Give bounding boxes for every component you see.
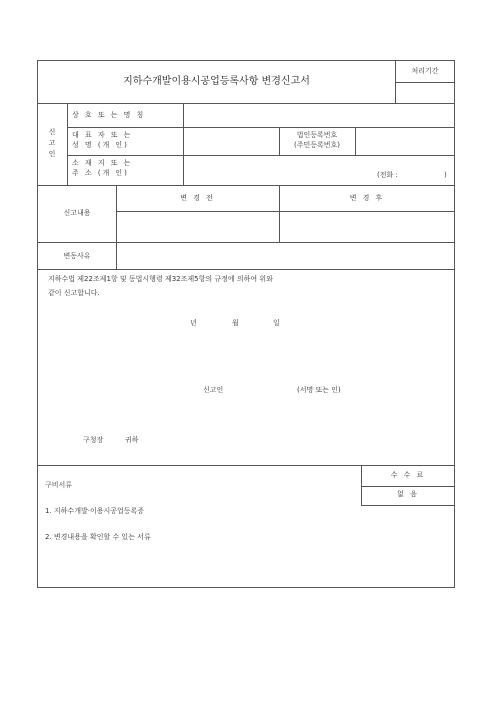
- label-col-line: [183, 103, 184, 185]
- location-label-2: 주 소 (개 인): [72, 169, 129, 177]
- applicant-col-line: [67, 103, 68, 185]
- report-form: [37, 60, 455, 588]
- date-day: 일: [273, 319, 280, 327]
- statement-line-1: 지하수법 제22조제1항 및 동법시행령 제32조제5항의 규정에 의하여 위와: [48, 275, 273, 283]
- corp-label-right: [355, 127, 356, 155]
- form-title: 지하수개발이용시공업등록사항 변경신고서: [123, 76, 310, 87]
- change-header-line: [116, 211, 455, 212]
- processing-box-bottom: [395, 103, 455, 104]
- report-content-label: 신고내용: [63, 209, 91, 217]
- required-doc-1: 1. 지하수개발·이용시공업등록증: [45, 507, 145, 515]
- after-change-label: 변 경 후: [349, 194, 385, 202]
- required-docs-label: 구비서류: [45, 481, 73, 489]
- phone-label: (전화 :: [377, 171, 398, 179]
- corp-reg-label-1: 법인등록번호: [296, 131, 338, 139]
- date-month: 월: [232, 319, 239, 327]
- phone-close: ): [444, 171, 447, 179]
- fee-label: 수 수 료: [390, 471, 426, 479]
- trade-name-label: 상 호 또 는 명 칭: [72, 111, 146, 119]
- signature-label: (서명 또는 인): [297, 386, 341, 394]
- representative-label-2: 성 명 (개 인): [72, 141, 129, 149]
- location-label-1: 소 재 지 또 는: [72, 159, 133, 167]
- applicant-bottom-line: [38, 185, 455, 186]
- fee-value: 없 음: [397, 490, 419, 498]
- recipient: 구청장: [83, 436, 104, 444]
- fee-split-line: [361, 486, 455, 487]
- reporter-label: 신고인: [203, 386, 224, 394]
- representative-label-1: 대 표 자 또 는: [72, 131, 133, 139]
- reason-bottom-line: [38, 269, 455, 270]
- required-doc-2: 2. 변경내용을 확인할 수 있는 서류: [45, 533, 151, 541]
- before-change-label: 변 경 전: [180, 194, 215, 202]
- row-line-1: [67, 127, 455, 128]
- recipient-suffix: 귀하: [125, 436, 139, 444]
- title-bottom-line: [38, 103, 395, 104]
- processing-period-label: 처리기간: [411, 67, 439, 75]
- row-line-2: [67, 155, 455, 156]
- processing-label-line: [395, 82, 455, 83]
- statement-bottom-line: [38, 465, 455, 466]
- change-reason-label: 변동사유: [63, 252, 91, 260]
- date-year: 년: [190, 319, 197, 327]
- content-bottom-line: [38, 242, 455, 243]
- applicant-section-label: 신고인: [48, 128, 56, 158]
- statement-line-2: 같이 신고합니다.: [48, 289, 100, 297]
- corp-reg-label-2: (주민등록번호): [293, 141, 341, 149]
- fee-bottom-line: [361, 505, 455, 506]
